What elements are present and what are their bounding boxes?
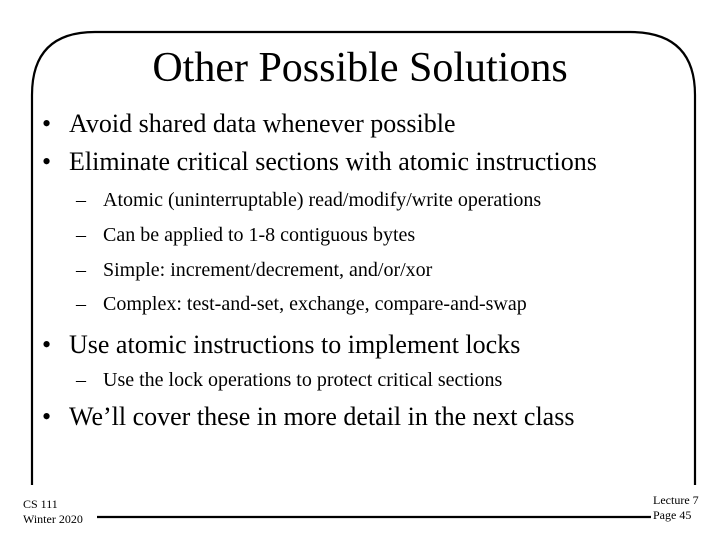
bullet-text: Use atomic instructions to implement locks xyxy=(69,330,521,359)
bullet-marker: • xyxy=(42,109,52,138)
bullet-text: Avoid shared data whenever possible xyxy=(69,109,456,138)
sub-bullet-text: Can be applied to 1-8 contiguous bytes xyxy=(103,224,416,246)
sub-bullet-marker: – xyxy=(76,293,86,315)
footer-course: CS 111 xyxy=(23,497,58,511)
sub-bullet-text: Atomic (uninterruptable) read/modify/write operations xyxy=(103,189,542,211)
bullet-text: We’ll cover these in more detail in the next class xyxy=(69,402,575,431)
footer-page: Page 45 xyxy=(653,508,692,522)
slide-title: Other Possible Solutions xyxy=(152,45,568,91)
bullet-text: Eliminate critical sections with atomic instructions xyxy=(69,147,597,176)
bullet-marker: • xyxy=(42,147,52,176)
sub-bullet-marker: – xyxy=(76,259,86,281)
sub-bullet-text: Simple: increment/decrement, and/or/xor xyxy=(103,259,433,281)
sub-bullet-text: Use the lock operations to protect critical sections xyxy=(103,369,503,391)
footer-lecture: Lecture 7 xyxy=(653,493,699,507)
bullet-marker: • xyxy=(42,402,52,431)
sub-bullet-marker: – xyxy=(76,224,86,246)
bullet-marker: • xyxy=(42,330,52,359)
footer-term: Winter 2020 xyxy=(23,512,83,526)
sub-bullet-text: Complex: test-and-set, exchange, compare-and-swap xyxy=(103,293,527,315)
sub-bullet-marker: – xyxy=(76,369,86,391)
footer-course-info xyxy=(23,497,83,527)
footer-lecture-info xyxy=(653,493,699,523)
sub-bullet-marker: – xyxy=(76,189,86,211)
